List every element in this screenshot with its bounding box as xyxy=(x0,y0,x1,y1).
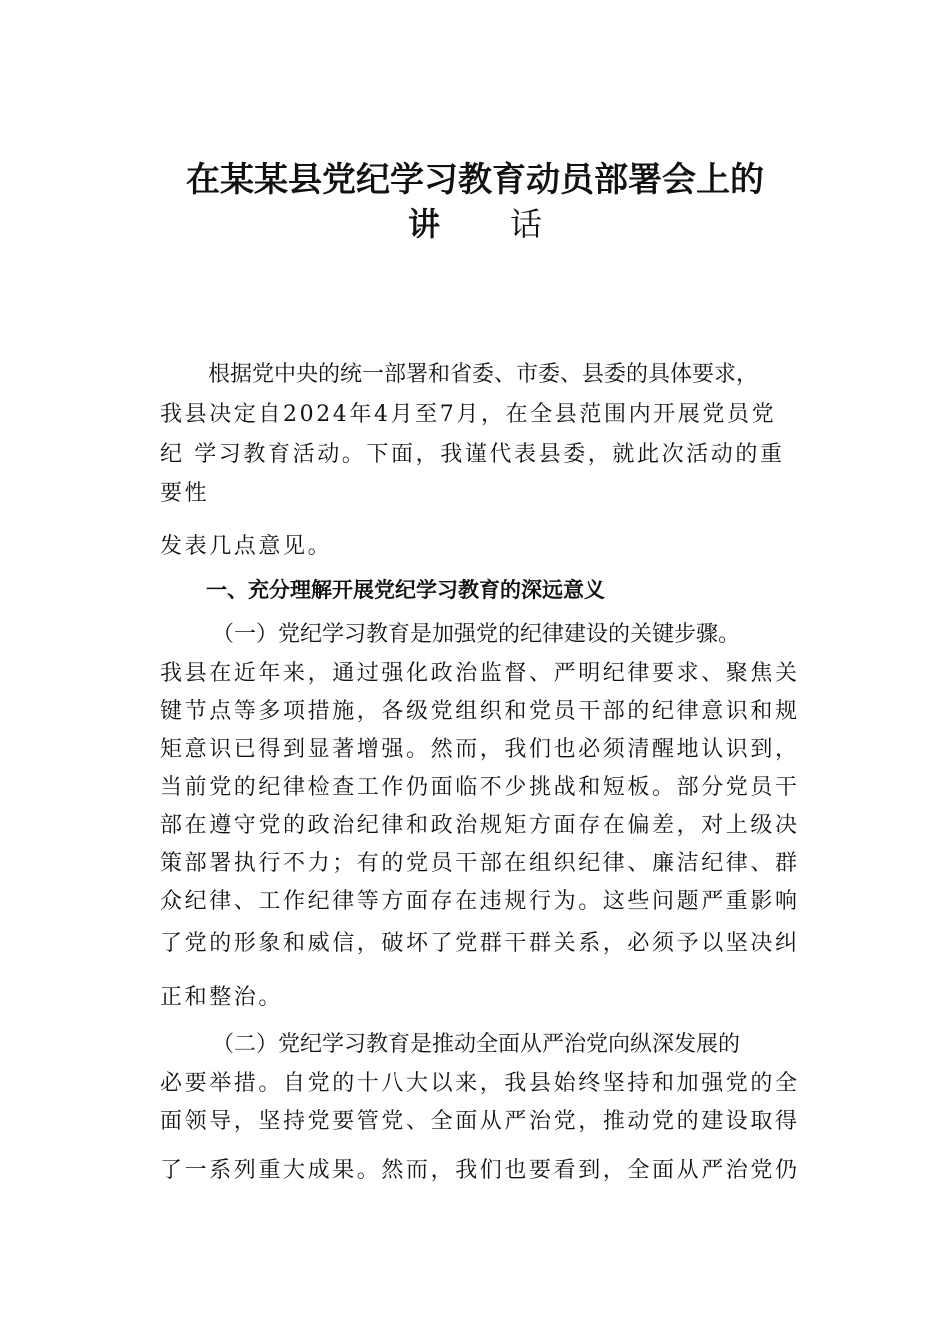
body-line: 众纪律、工作纪律等方面存在违规行为。这些问题严重影响 xyxy=(160,889,800,914)
body-line: 当前党的纪律检查工作仍面临不少挑战和短板。部分党员干 xyxy=(160,775,800,800)
body-line: 要性 xyxy=(160,481,210,506)
document-title-line-1: 在某某县党纪学习教育动员部署会上的 xyxy=(186,160,764,200)
title-char-jiang: 讲 xyxy=(407,205,440,243)
section-heading: 一、充分理解开展党纪学习教育的深远意义 xyxy=(206,578,605,602)
body-line: 必要举措。自党的十八大以来，我县始终坚持和加强党的全 xyxy=(160,1071,800,1096)
body-line: 部在遵守党的政治纪律和政治规矩方面存在偏差，对上级决 xyxy=(160,813,800,838)
title-char-hua: 话 xyxy=(510,205,543,243)
document-title-line-2 xyxy=(0,204,950,244)
body-line: 了一系列重大成果。然而，我们也要看到，全面从严治党仍 xyxy=(160,1158,800,1183)
body-line: 键节点等多项措施，各级党组织和党员干部的纪律意识和规 xyxy=(160,699,800,724)
body-line: 矩意识已得到显著增强。然而，我们也必须清醒地认识到， xyxy=(160,737,800,762)
body-line: 我县决定自2024年4月至7月，在全县范围内开展党员党 xyxy=(160,402,777,427)
body-line: 了党的形象和威信，破坏了党群干群关系，必须予以坚决纠 xyxy=(160,931,800,956)
body-line: 我县在近年来，通过强化政治监督、严明纪律要求、聚焦关 xyxy=(160,661,800,686)
body-line: 面领导，坚持党要管党、全面从严治党，推动党的建设取得 xyxy=(160,1109,800,1134)
body-line: 纪 学习教育活动。下面，我谨代表县委，就此次活动的重 xyxy=(160,442,785,467)
body-line: 策部署执行不力；有的党员干部在组织纪律、廉洁纪律、群 xyxy=(160,851,800,876)
body-line: 根据党中央的统一部署和省委、市委、县委的具体要求， xyxy=(208,362,759,387)
body-line: （二）党纪学习教育是推动全面从严治党向纵深发展的 xyxy=(212,1032,741,1057)
body-line: （一）党纪学习教育是加强党的纪律建设的关键步骤。 xyxy=(212,622,741,647)
body-line: 正和整治。 xyxy=(160,985,284,1010)
body-line: 发表几点意见。 xyxy=(160,534,333,559)
